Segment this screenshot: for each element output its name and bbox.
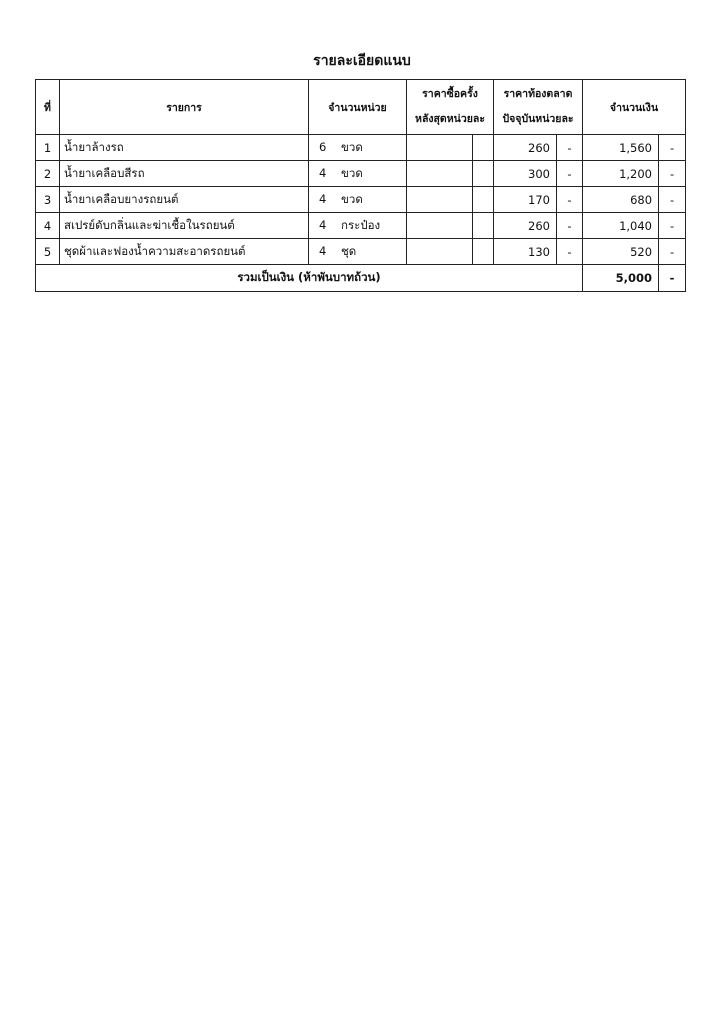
row-quantity <box>309 135 407 161</box>
table-row <box>36 213 686 239</box>
row-no: 3 <box>36 187 60 213</box>
row-amount: 1,200 <box>583 161 659 187</box>
row-amount-sub: - <box>659 161 686 187</box>
row-quantity <box>309 213 407 239</box>
total-label: รวมเป็นเงิน (ห้าพันบาทถ้วน) <box>36 265 583 292</box>
row-last-price <box>407 239 473 265</box>
row-item: สเปรย์ดับกลิ่นและฆ่าเชื้อในรถยนต์ <box>60 213 309 239</box>
row-unit: ขวด <box>341 139 363 154</box>
row-unit: ขวด <box>341 165 363 180</box>
table-row <box>36 135 686 161</box>
row-amount-sub: - <box>659 187 686 213</box>
header-market-price-line1: ราคาท้องตลาด <box>503 88 573 100</box>
row-last-price-sub <box>473 213 494 239</box>
table-row <box>36 187 686 213</box>
row-amount: 1,040 <box>583 213 659 239</box>
row-quantity <box>309 161 407 187</box>
row-qty: 4 <box>319 243 327 258</box>
header-market-price-line2: ปัจจุบันหน่วยละ <box>502 113 574 125</box>
table-row <box>36 239 686 265</box>
row-item: น้ำยาล้างรถ <box>60 135 309 161</box>
header-market-price <box>494 80 583 135</box>
row-no: 1 <box>36 135 60 161</box>
row-item: ชุดผ้าและฟองน้ำความสะอาดรถยนต์ <box>60 239 309 265</box>
row-no: 5 <box>36 239 60 265</box>
header-last-price <box>407 80 494 135</box>
total-amount-sub: - <box>659 265 686 292</box>
header-last-price-line1: ราคาซื้อครั้ง <box>422 88 478 100</box>
total-row <box>36 265 686 292</box>
header-amount: จำนวนเงิน <box>583 80 686 135</box>
row-last-price-sub <box>473 135 494 161</box>
row-market-sub: - <box>557 161 583 187</box>
header-last-price-line2: หลังสุดหน่วยละ <box>415 113 485 125</box>
row-last-price <box>407 187 473 213</box>
row-market-sub: - <box>557 239 583 265</box>
row-last-price-sub <box>473 239 494 265</box>
row-market-price: 130 <box>494 239 557 265</box>
row-item: น้ำยาเคลือบยางรถยนต์ <box>60 187 309 213</box>
row-last-price-sub <box>473 187 494 213</box>
row-qty: 4 <box>319 191 327 206</box>
header-quantity: จำนวนหน่วย <box>309 80 407 135</box>
row-last-price-sub <box>473 161 494 187</box>
row-amount: 680 <box>583 187 659 213</box>
header-no: ที่ <box>36 80 60 135</box>
row-market-sub: - <box>557 187 583 213</box>
row-amount: 1,560 <box>583 135 659 161</box>
row-last-price <box>407 161 473 187</box>
row-no: 4 <box>36 213 60 239</box>
row-amount: 520 <box>583 239 659 265</box>
row-no: 2 <box>36 161 60 187</box>
table-row <box>36 161 686 187</box>
row-last-price <box>407 213 473 239</box>
row-last-price <box>407 135 473 161</box>
row-item: น้ำยาเคลือบสีรถ <box>60 161 309 187</box>
header-row <box>36 80 686 135</box>
header-item: รายการ <box>60 80 309 135</box>
row-market-price: 170 <box>494 187 557 213</box>
row-market-price: 260 <box>494 213 557 239</box>
row-market-sub: - <box>557 135 583 161</box>
row-unit: ชุด <box>341 243 357 258</box>
row-market-price: 300 <box>494 161 557 187</box>
row-unit: กระป๋อง <box>341 217 381 232</box>
row-qty: 4 <box>319 217 327 232</box>
detail-table <box>35 79 686 292</box>
row-quantity <box>309 187 407 213</box>
row-market-sub: - <box>557 213 583 239</box>
row-amount-sub: - <box>659 239 686 265</box>
row-unit: ขวด <box>341 191 363 206</box>
row-qty: 4 <box>319 165 327 180</box>
row-qty: 6 <box>319 139 327 154</box>
row-amount-sub: - <box>659 135 686 161</box>
total-amount: 5,000 <box>583 265 659 292</box>
document-title: รายละเอียดแนบ <box>313 53 411 69</box>
row-market-price: 260 <box>494 135 557 161</box>
row-quantity <box>309 239 407 265</box>
row-amount-sub: - <box>659 213 686 239</box>
